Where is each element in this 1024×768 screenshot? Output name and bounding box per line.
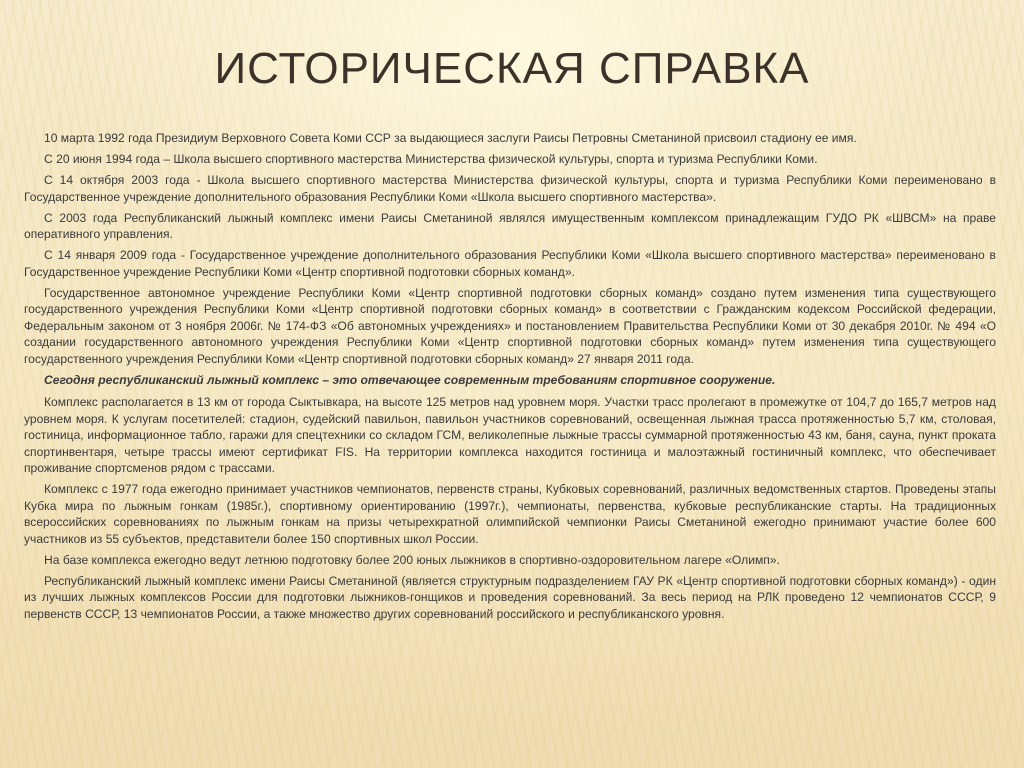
- paragraph: С 14 октября 2003 года - Школа высшего спортивного мастерства Министерства физической культуры, спорта и туризма Республики Коми переименовано в Государственное учреждение дополнительного образования Республики Коми «Школа высшего спортивного мастерства».: [24, 173, 996, 204]
- paragraph: Комплекс с 1977 года ежегодно принимает участников чемпионатов, первенств страны, Кубковых соревнований, различных ведомственных стартов. Проведены этапы Кубка мира по лыжным гонкам (1985г.), спортивному ориентированию (1997г.), чемпионаты, первенства, кубковые республиканские старты. На традиционных всероссийских соревнованиях по лыжным гонкам на призы четырехкратной олимпийской чемпионки Раисы Сметаниной ежегодно принимают участие более 600 участников из 55 субъектов, представители более 150 спортивных школ России.: [24, 482, 996, 546]
- slide-body: [24, 130, 996, 627]
- paragraph: На базе комплекса ежегодно ведут летнюю подготовку более 200 юных лыжников в спортивно-оздоровительном лагере «Олимп».: [44, 552, 780, 567]
- paragraph: Государственное автономное учреждение Республики Коми «Центр спортивной подготовки сборных команд» создано путем изменения типа существующего государственного учреждения Республики Коми «Центр спортивной подготовки сборных команд» в соответствии с Гражданским кодексом Российской федерации, Федеральным законом от 3 ноября 2006г. № 174-ФЗ «Об автономных учреждениях» и постановлением Правительства Республики Коми от 30 декабря 2010г. № 494 «О создании государственного автономного учреждения Республики Коми «Центр спортивной подготовки сборных команд» путем изменения типа существующего государственного учреждения Республики Коми «Центр спортивной подготовки сборных команд» 27 января 2011 года.: [24, 285, 996, 366]
- paragraph: С 2003 года Республиканский лыжный комплекс имени Раисы Сметаниной являлся имущественным комплексом принадлежащим ГУДО РК «ШВСМ» на праве оперативного управления.: [24, 210, 996, 241]
- paragraph: С 20 июня 1994 года – Школа высшего спортивного мастерства Министерства физической культуры, спорта и туризма Республики Коми.: [44, 152, 818, 166]
- lead-statement: Сегодня республиканский лыжный комплекс – это отвечающее современным требованиям спортивное сооружение.: [44, 372, 776, 387]
- paragraph: 10 марта 1992 года Президиум Верховного Совета Коми ССР за выдающиеся заслуги Раисы Петровны Сметаниной присвоил стадиону ее имя.: [44, 131, 857, 145]
- paragraph: С 14 января 2009 года - Государственное учреждение дополнительного образования Республики Коми «Школа высшего спортивного мастерства» переименовано в Государственное учреждение Республики Коми «Центр спортивной подготовки сборных команд».: [24, 248, 996, 279]
- paragraph: Республиканский лыжный комплекс имени Раисы Сметаниной (является структурным подразделением ГАУ РК «Центр спортивной подготовки сборных команд») - один из лучших лыжных комплексов России для подготовки лыжников-гонщиков и проведения соревнований. За весь период на РЛК проведено 12 чемпионатов СССР, 9 первенств СССР, 13 чемпионатов России, а также множество других соревнований российского и республиканского уровня.: [24, 573, 996, 621]
- paragraph: Комплекс располагается в 13 км от города Сыктывкара, на высоте 125 метров над уровнем моря. Участки трасс пролегают в промежутке от 104,7 до 165,7 метров над уровнем моря. К услугам посетителей: стадион, судейский павильон, павильон участников соревнований, освещенная лыжная трасса протяженностью 5,7 км, столовая, гостиница, информационное табло, гаражи для спецтехники со складом ГСМ, великолепные лыжные трассы суммарной протяженностью 43 км, баня, сауна, пункт проката спортинвентаря, четыре трассы имеют сертификат FIS. На территории комплекса находится гостиница и малоэтажный гостиничный комплекс, что обеспечивает проживание спортсменов рядом с трассами.: [24, 395, 996, 475]
- slide-title: ИСТОРИЧЕСКАЯ СПРАВКА: [214, 44, 810, 93]
